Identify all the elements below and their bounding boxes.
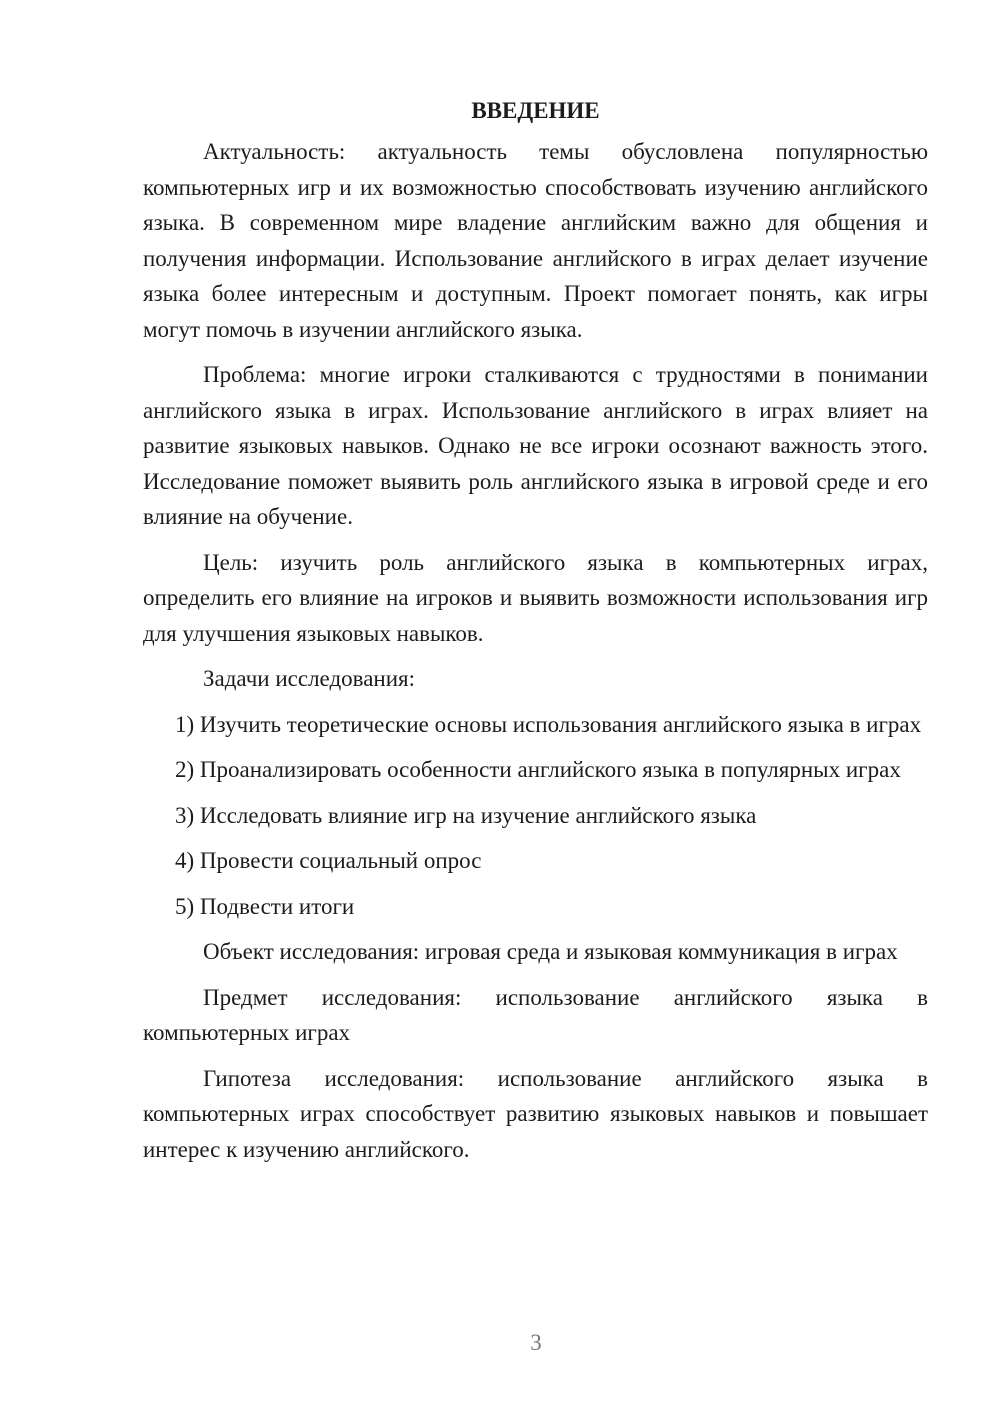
paragraph-relevance: Актуальность: актуальность темы обусловлена популярностью компьютерных игр и их возможностью способствовать изучению английского языка. В современном мире владение английским важно для общения и получения информации. Использование английского в играх делает изучение языка более интересным и доступным. Проект помогает понять, как игры могут помочь в изучении английского языка.	[143, 139, 928, 342]
list-item: 1) Изучить теоретические основы использования английского языка в играх	[175, 711, 922, 737]
page-number: 3	[530, 1330, 542, 1355]
list-item: 4) Провести социальный опрос	[175, 848, 482, 873]
paragraph-tasks-heading: Задачи исследования:	[203, 666, 416, 691]
paragraph-hypothesis: Гипотеза исследования: использование английского языка в компьютерных играх способствует развитию языковых навыков и повышает интерес к изучению английского.	[143, 1065, 928, 1162]
paragraph-problem: Проблема: многие игроки сталкиваются с трудностями в понимании английского языка в играх. Использование английского в играх влияет на развитие языковых навыков. Однако не все игроки осознают важность этого. Исследование поможет выявить роль английского языка в игровой среде и его влияние на обучение.	[143, 362, 928, 529]
list-item: 3) Исследовать влияние игр на изучение английского языка	[175, 802, 757, 828]
paragraph-object: Объект исследования: игровая среда и языковая коммуникация в играх	[203, 939, 898, 964]
list-item: 2) Проанализировать особенности английского языка в популярных играх	[175, 757, 901, 782]
page-title: ВВЕДЕНИЕ	[471, 98, 600, 123]
paragraph-subject: Предмет исследования: использование английского языка в компьютерных играх	[143, 984, 928, 1045]
list-item: 5) Подвести итоги	[175, 893, 355, 919]
paragraph-goal: Цель: изучить роль английского языка в компьютерных играх, определить его влияние на игроков и выявить возможности использования игр для улучшения языковых навыков.	[143, 549, 928, 646]
document-page	[143, 93, 928, 1177]
